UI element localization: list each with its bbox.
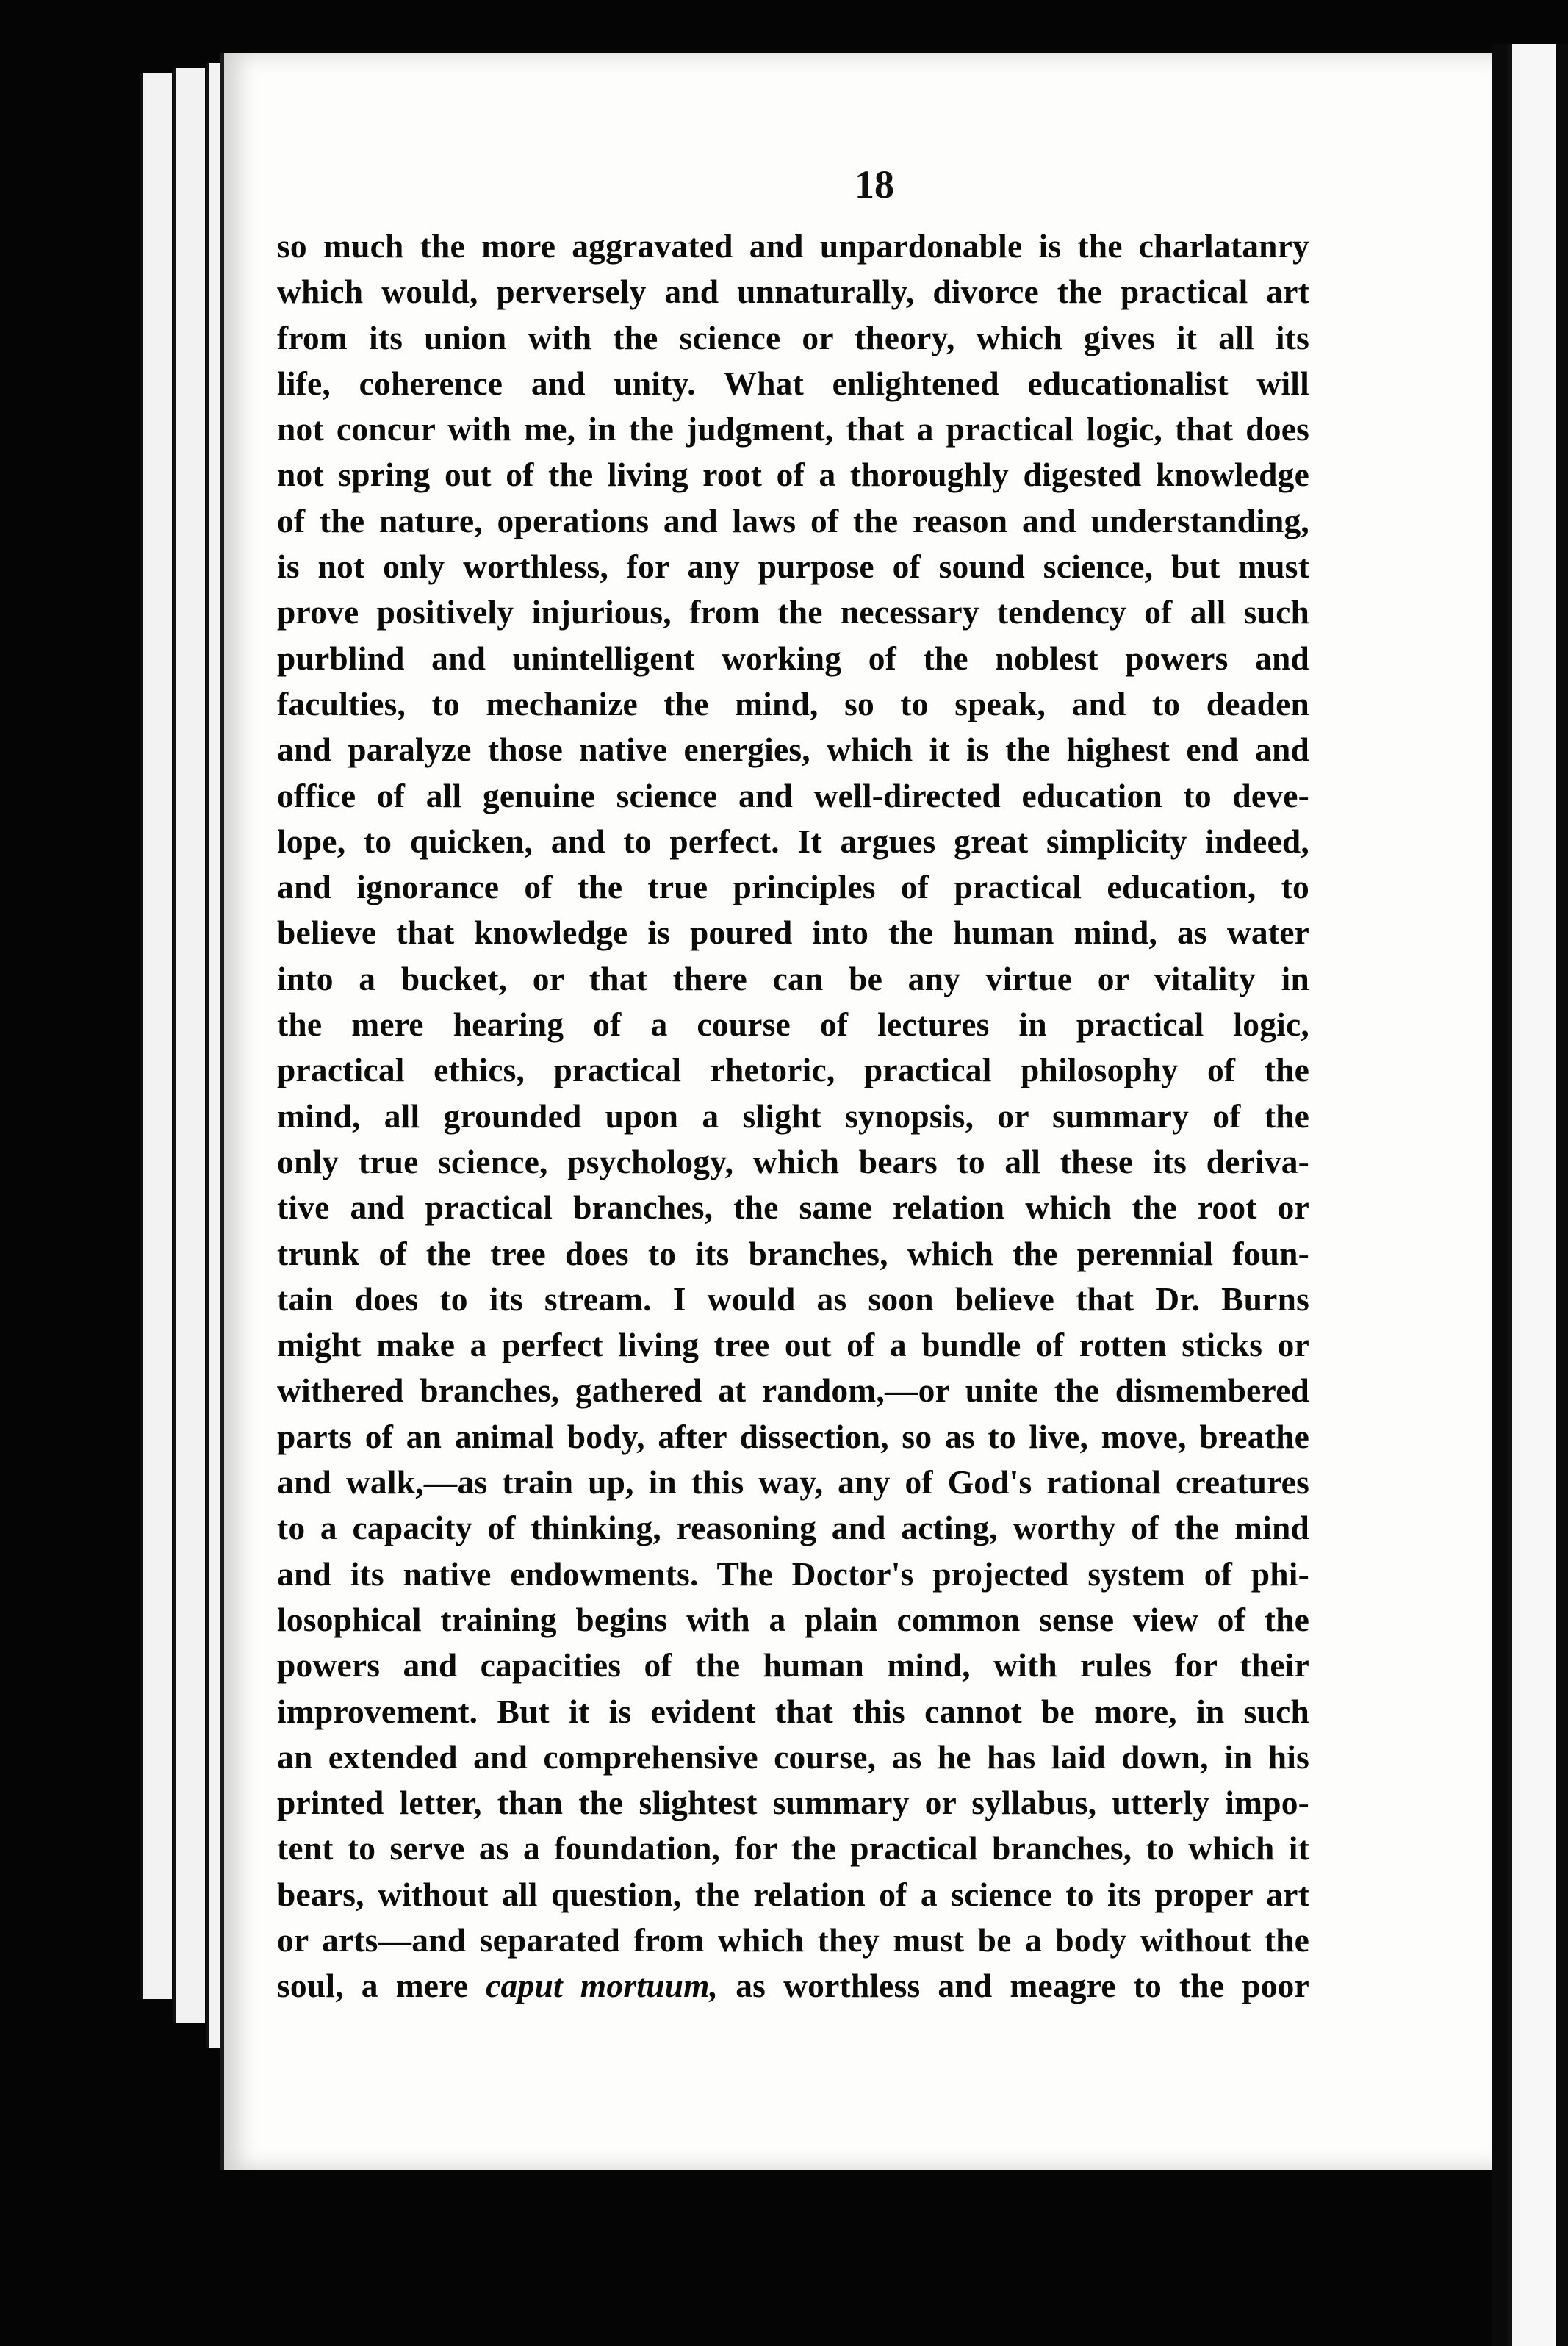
text-line: trunk of the tree does to its branches, which the perennial foun- [277, 1234, 1309, 1272]
text-line: believe that knowledge is poured into the human mind, as water [277, 914, 1309, 952]
text-line: is not only worthless, for any purpose of sound science, but must [277, 548, 1309, 586]
text-line: and paralyze those native energies, which it is the highest end and [277, 731, 1309, 769]
text-line: might make a perfect living tree out of a bundle of rotten sticks or [277, 1326, 1309, 1364]
text-line: powers and capacities of the human mind, with rules for their [277, 1646, 1309, 1685]
text-line: into a bucket, or that there can be any virtue or vitality in [277, 959, 1309, 997]
text-line: prove positively injurious, from the necessary tendency of all such [277, 593, 1309, 631]
text-line: practical ethics, practical rhetoric, practical philosophy of the [277, 1051, 1309, 1089]
text-line: soul, a mere caput mortuum, as worthless and meagre to the poor [277, 1967, 1309, 2005]
page-number: 18 [855, 162, 894, 207]
text-line: faculties, to mechanize the mind, so to speak, and to deaden [277, 684, 1309, 722]
text-line: tive and practical branches, the same relation which the root or [277, 1188, 1309, 1227]
text-line: printed letter, than the slightest summary or syllabus, utterly impo- [277, 1784, 1309, 1822]
text-line: and its native endowments. The Doctor's projected system of phi- [277, 1554, 1309, 1593]
text-line: so much the more aggravated and unpardonable is the charlatanry [277, 227, 1309, 265]
text-line: to a capacity of thinking, reasoning and acting, worthy of the mind [277, 1509, 1309, 1547]
text-line: losophical training begins with a plain common sense view of the [277, 1600, 1309, 1638]
text-line: of the nature, operations and laws of the reason and understanding, [277, 501, 1309, 539]
text-line: and ignorance of the true principles of practical education, to [277, 868, 1309, 906]
text-line: improvement. But it is evident that this cannot be more, in such [277, 1692, 1309, 1730]
text-line: bears, without all question, the relation of a science to its proper art [277, 1875, 1309, 1913]
book-page [220, 53, 1495, 2170]
text-line: the mere hearing of a course of lectures in practical logic, [277, 1005, 1309, 1044]
text-line: tent to serve as a foundation, for the practical branches, to which it [277, 1829, 1309, 1868]
text-line: from its union with the science or theory, which gives it all its [277, 318, 1309, 356]
text-line: withered branches, gathered at random,—or unite the dismembered [277, 1371, 1309, 1410]
text-line: purblind and unintelligent working of the noblest powers and [277, 639, 1309, 677]
text-line: life, coherence and unity. What enlightened educationalist will [277, 364, 1309, 402]
text-line: which would, perversely and unnaturally, divorce the practical art [277, 273, 1309, 311]
text-line: and walk,—as train up, in this way, any of God's rational creatures [277, 1463, 1309, 1502]
facing-page-edge [1492, 44, 1568, 2346]
text-line: not concur with me, in the judgment, that a practical logic, that does [277, 410, 1309, 448]
text-line: lope, to quicken, and to perfect. It argues great simplicity indeed, [277, 822, 1309, 860]
page-edge [140, 73, 172, 1999]
text-line: mind, all grounded upon a slight synopsis, or summary of the [277, 1097, 1309, 1135]
text-line: tain does to its stream. I would as soon believe that Dr. Burns [277, 1280, 1309, 1318]
text-line: not spring out of the living root of a thoroughly digested knowledge [277, 456, 1309, 494]
text-line: an extended and comprehensive course, as he has laid down, in his [277, 1737, 1309, 1776]
body-text [277, 223, 1526, 2009]
text-line: office of all genuine science and well-directed education to deve- [277, 776, 1309, 814]
page-edge [173, 68, 205, 2023]
text-line: parts of an animal body, after dissection, so as to live, move, breathe [277, 1417, 1309, 1455]
text-line: or arts—and separated from which they must be a body without the [277, 1920, 1309, 1959]
text-line: only true science, psychology, which bears to all these its deriva- [277, 1142, 1309, 1180]
